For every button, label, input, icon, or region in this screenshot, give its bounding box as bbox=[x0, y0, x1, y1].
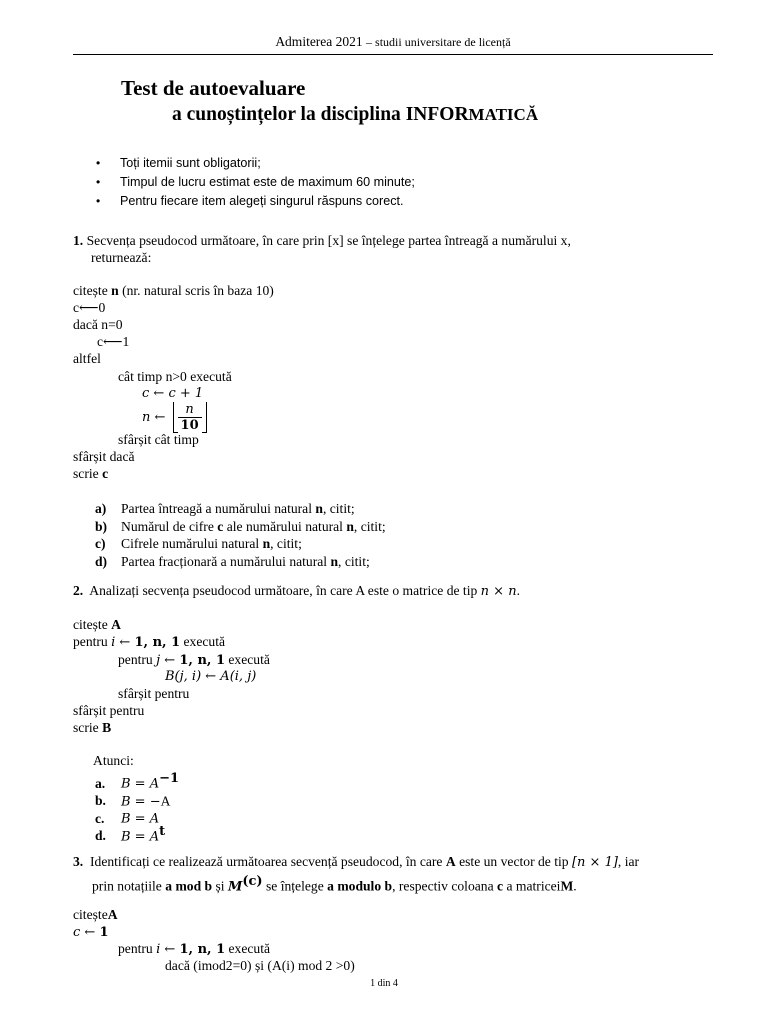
option-var: n bbox=[315, 501, 323, 516]
q2-option-b[interactable] bbox=[95, 788, 179, 810]
header-sub: – studii universitare de licență bbox=[366, 35, 511, 49]
option-math: B = A bbox=[121, 829, 160, 845]
code-math: i ← bbox=[156, 942, 180, 957]
option-label: d. bbox=[95, 828, 106, 844]
q3-text: . bbox=[573, 878, 577, 894]
q2-text-math: n × n bbox=[480, 584, 517, 599]
q2-option-d[interactable] bbox=[95, 823, 179, 845]
code-math-bold: 1 bbox=[99, 925, 109, 940]
q2-code-line-2 bbox=[73, 634, 225, 650]
q3-text-math: M bbox=[227, 879, 243, 895]
q3-statement-line1 bbox=[73, 854, 639, 870]
q3-text: , respectiv coloana bbox=[392, 878, 498, 894]
q1-statement bbox=[73, 232, 713, 266]
option-var: n bbox=[330, 553, 339, 569]
q3-statement-line2 bbox=[92, 874, 577, 895]
code-math-bold: 1, n, 1 bbox=[134, 635, 181, 650]
q2-code-line-5: sfârșit pentru bbox=[118, 686, 190, 701]
option-text: Cifrele numărului natural bbox=[121, 536, 263, 551]
title-line-2 bbox=[172, 104, 538, 126]
option-label: c. bbox=[95, 810, 105, 826]
option-sup: −1 bbox=[159, 771, 180, 786]
fraction-denominator: 10 bbox=[180, 418, 199, 433]
q3-text: este un vector de tip bbox=[455, 854, 572, 869]
q3-text-bold: a modulo b bbox=[327, 878, 393, 894]
option-text: Partea întreagă a numărului natural bbox=[121, 501, 316, 516]
q3-text: prin notațiile bbox=[92, 878, 166, 894]
q3-text: Identificați ce realizează următoarea secvență pseudocod, în care bbox=[90, 854, 446, 869]
code-var: c bbox=[102, 466, 109, 481]
instruction-item: • Pentru fiecare item alegeți singurul răspuns corect. bbox=[90, 192, 415, 211]
code-math: i ← bbox=[111, 635, 135, 650]
code-text: pentru bbox=[118, 941, 157, 956]
q2-number: 2. bbox=[73, 583, 84, 598]
option-label: a) bbox=[95, 501, 107, 516]
code-text: scrie bbox=[73, 720, 103, 735]
code-text: citește bbox=[73, 283, 112, 298]
code-text: citește bbox=[73, 617, 112, 632]
q1-text-line2: returnează: bbox=[91, 250, 152, 265]
q3-text-math: [n × 1] bbox=[571, 855, 618, 870]
option-label: c) bbox=[95, 536, 106, 551]
code-var: B bbox=[102, 720, 112, 735]
code-text: (nr. natural scris în baza 10) bbox=[118, 283, 274, 298]
title-caps-2: MATICĂ bbox=[468, 105, 539, 124]
code-text: pentru bbox=[73, 634, 112, 649]
option-text: , citit; bbox=[353, 518, 386, 534]
option-text: , citit; bbox=[270, 536, 302, 551]
q2-text-end: . bbox=[516, 583, 520, 598]
q1-option-c[interactable] bbox=[95, 535, 386, 553]
option-math: B = A bbox=[121, 776, 160, 792]
q3-text: a matricei bbox=[503, 878, 561, 894]
q1-options bbox=[95, 500, 386, 570]
fraction-numerator: n bbox=[178, 402, 202, 418]
q3-text-bold: M bbox=[560, 878, 574, 894]
option-label: b. bbox=[95, 793, 106, 809]
q3-code-line-2 bbox=[73, 924, 109, 940]
header-rule bbox=[73, 54, 713, 55]
q3-text: se înțelege bbox=[262, 878, 328, 894]
code-math-bold: 1, n, 1 bbox=[179, 653, 225, 668]
q1-code-line-11 bbox=[73, 466, 108, 482]
header-main: Admiterea 2021 bbox=[275, 34, 367, 49]
title-line-1: Test de autoevaluare bbox=[121, 76, 306, 100]
option-math: B = − bbox=[121, 794, 161, 810]
q3-text: și bbox=[212, 878, 228, 894]
q3-code-line-3 bbox=[118, 941, 270, 957]
q2-atunci: Atunci: bbox=[93, 753, 134, 768]
q2-code-line-1 bbox=[73, 617, 121, 633]
q1-code-line-9: sfârșit cât timp bbox=[118, 432, 199, 447]
option-var: n bbox=[262, 536, 271, 551]
option-label: b) bbox=[95, 518, 108, 534]
q2-options bbox=[95, 770, 180, 845]
option-text: A bbox=[160, 793, 171, 809]
code-text: scrie bbox=[73, 466, 103, 481]
q1-option-b[interactable] bbox=[95, 518, 386, 536]
q3-text-bold: a mod b bbox=[165, 878, 213, 894]
title-line-2-prefix: a cunoștințelor la disciplina bbox=[172, 104, 406, 125]
q3-number: 3. bbox=[73, 854, 84, 869]
floor-fraction bbox=[173, 402, 207, 433]
q3-text-sup: (c) bbox=[242, 874, 263, 889]
option-math: B = A bbox=[121, 811, 160, 827]
q2-statement bbox=[73, 583, 520, 599]
code-math-bold: 1, n, 1 bbox=[179, 942, 226, 957]
q3-text-bold: A bbox=[445, 854, 456, 869]
q1-text-line1: Secvența pseudocod următoare, în care prin [x] se înțelege partea întreagă a numărului x, bbox=[86, 233, 571, 248]
q1-code-line-3: dacă n=0 bbox=[73, 317, 123, 332]
option-var: c bbox=[217, 518, 224, 534]
option-label: a. bbox=[95, 775, 106, 791]
q1-code-line-8 bbox=[142, 402, 207, 433]
page-header bbox=[73, 34, 713, 50]
q3-code-line-1 bbox=[73, 907, 118, 923]
q1-code-line-10: sfârșit dacă bbox=[73, 449, 135, 464]
q2-option-a[interactable] bbox=[95, 770, 180, 792]
option-text: Partea fracționară a numărului natural bbox=[121, 553, 331, 569]
q2-code-line-4: B(j, i) ← A(i, j) bbox=[165, 669, 257, 684]
code-math: j ← bbox=[156, 653, 180, 668]
q1-option-d[interactable] bbox=[95, 553, 386, 571]
q2-code-line-6: sfârșit pentru bbox=[73, 703, 145, 718]
instruction-item: • Timpul de lucru estimat este de maximum 60 minute; bbox=[90, 173, 415, 192]
q1-option-a[interactable] bbox=[95, 500, 386, 518]
q1-code-line-2: c⟵0 bbox=[73, 300, 106, 315]
page-number: 1 din 4 bbox=[370, 978, 398, 989]
q1-code-line-1 bbox=[73, 283, 274, 299]
code-var: n bbox=[111, 283, 119, 298]
q3-code-line-4: dacă (imod2=0) și (A(i) mod 2 >0) bbox=[165, 958, 355, 973]
option-text: Numărul de cifre bbox=[121, 518, 218, 534]
q1-code-line-5: altfel bbox=[73, 351, 101, 366]
code-text: execută bbox=[225, 652, 270, 667]
q1-code-line-6: cât timp n>0 execută bbox=[118, 369, 232, 384]
q2-text: Analizați secvența pseudocod următoare, în care A este o matrice de tip bbox=[89, 583, 481, 598]
option-label: d) bbox=[95, 553, 108, 569]
option-var: n bbox=[346, 518, 354, 534]
code-text: citește bbox=[73, 907, 108, 922]
code-var: A bbox=[111, 617, 121, 632]
code-text: execută bbox=[180, 634, 226, 649]
title-caps-1: INFOR bbox=[405, 104, 469, 125]
q1-number: 1. bbox=[73, 233, 84, 248]
code-math: c ← bbox=[73, 925, 100, 940]
code-text: execută bbox=[225, 941, 271, 956]
instruction-item: • Toți itemii sunt obligatorii; bbox=[90, 154, 415, 173]
q2-code-line-3 bbox=[118, 652, 270, 668]
q3-text-bold: c bbox=[497, 878, 504, 894]
option-text: ale numărului natural bbox=[223, 518, 347, 534]
q3-text: , iar bbox=[617, 854, 640, 869]
code-var: A bbox=[107, 907, 118, 922]
option-sup: t bbox=[159, 823, 166, 839]
code-math: n ← bbox=[142, 410, 170, 425]
code-text: pentru bbox=[118, 652, 157, 667]
option-text: , citit; bbox=[322, 501, 355, 516]
q2-code-line-7 bbox=[73, 720, 111, 736]
q1-code-line-7: c ← c + 1 bbox=[142, 386, 204, 401]
option-text: , citit; bbox=[338, 553, 370, 569]
instructions-list bbox=[90, 154, 415, 211]
q1-code-line-4: c⟵1 bbox=[97, 334, 130, 349]
